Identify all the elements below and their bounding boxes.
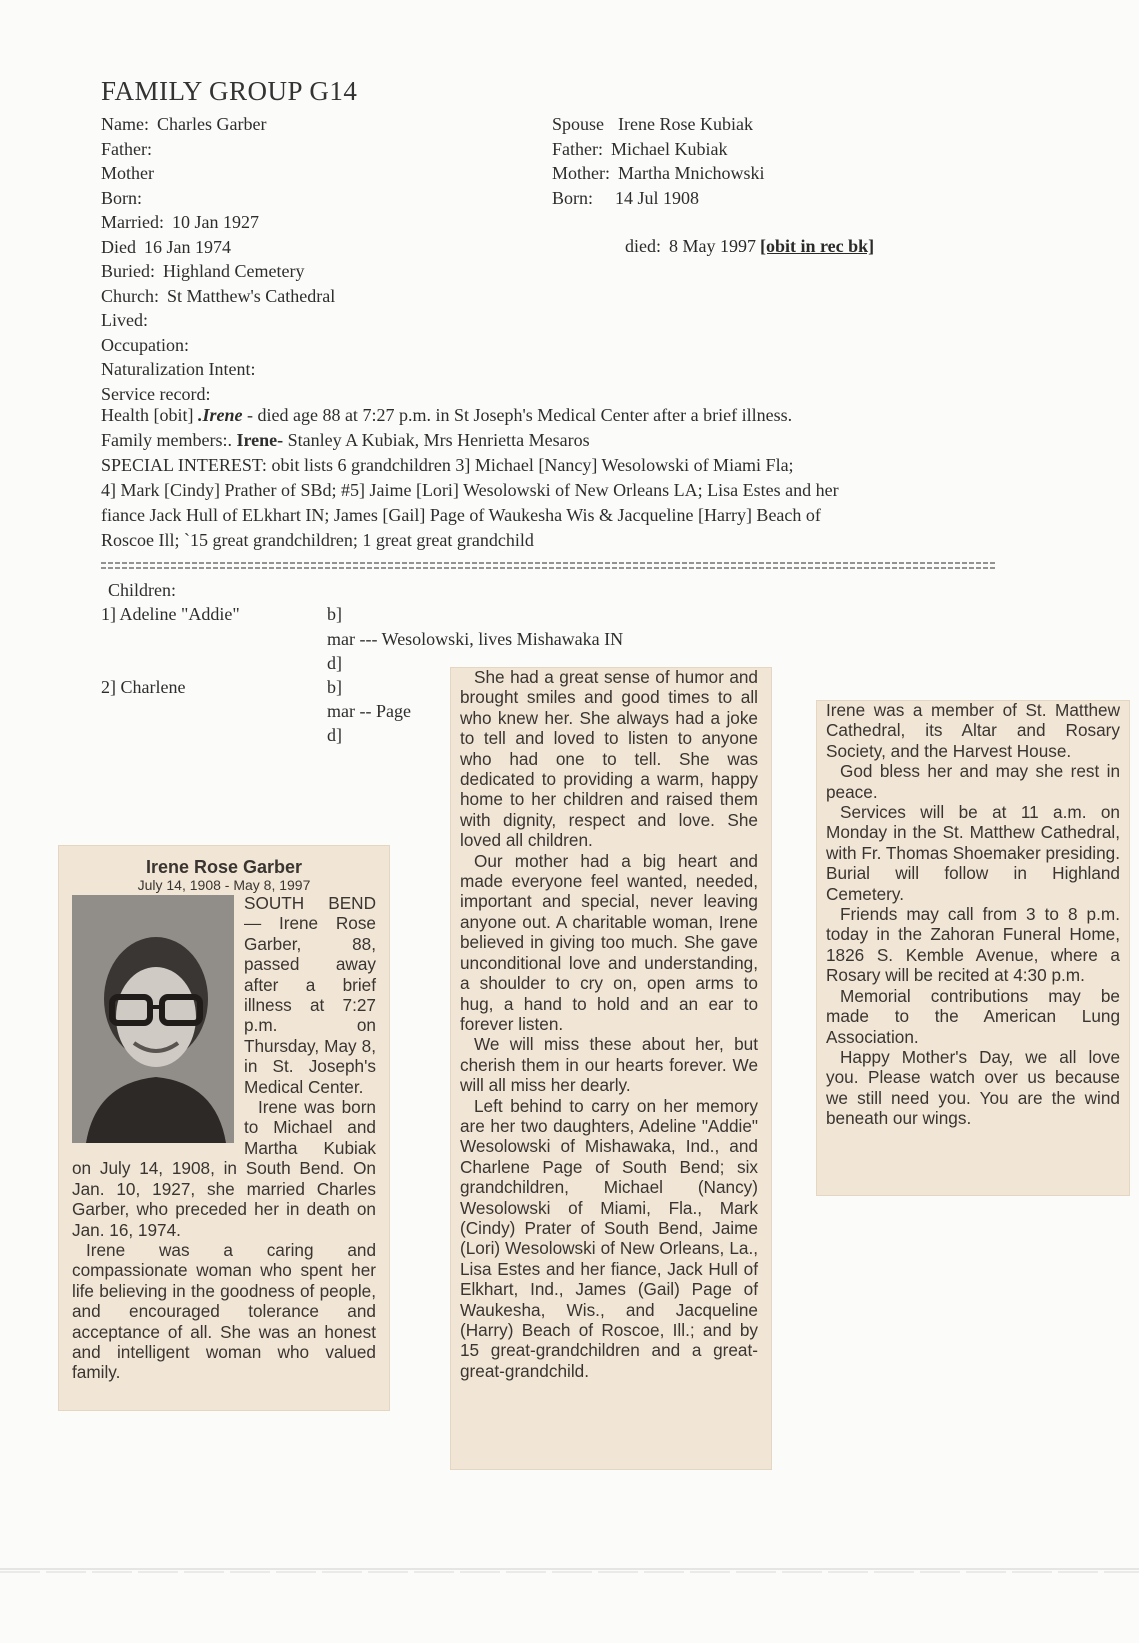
obituary-clipping-3 <box>816 700 1130 1196</box>
obituary-paragraph-9: God bless her and may she rest in peace. <box>826 761 1120 802</box>
obituary-paragraph-7: Left behind to carry on her memory are her two daughters, Adeline "Addie" Wesolowski of Mishawaka, Ind., and Charlene Page of South Bend; six grandchildren, Michael (Nancy) Wesolowski of Miami, Fla., Mark (Cindy) Prater of South Bend, Jaime (Lori) Wesolowski of New Orleans, La., Lisa Estes and her fiance, Jack Hull of Elkhart, Ind., James (Gail) Page of Waukesha, Wis., and Jacqueline (Harry) Beach of Roscoe, Ill.; and by 15 great-grandchildren and a great-great-grandchild. <box>460 1095 758 1381</box>
special-interest-line-2: 4] Mark [Cindy] Prather of SBd; #5] Jaime [Lori] Wesolowski of New Orleans LA; Lisa Estes and her <box>101 480 839 500</box>
obituary-paragraph-6: We will miss these about her, but cherish them in our hearts forever. We will all miss her dearly. <box>460 1034 758 1096</box>
naturalization-label: Naturalization Intent: <box>101 359 256 379</box>
father-label: Father: <box>101 138 152 159</box>
spouse-died-row <box>625 236 874 257</box>
buried-label: Buried: <box>101 261 155 281</box>
special-interest-line-4: Roscoe Ill; `15 great grandchildren; 1 great great grandchild <box>101 530 534 550</box>
spouse-mother: Martha Mnichowski <box>618 163 765 183</box>
mother-row <box>101 161 335 186</box>
child-2-born: b] <box>327 677 342 697</box>
born-row <box>101 186 335 211</box>
spouse-father-label: Father: <box>552 138 603 159</box>
lived-label: Lived: <box>101 310 148 330</box>
occupation-row <box>101 333 335 358</box>
obit-reference: [obit in rec bk] <box>760 236 875 256</box>
child-1-married: mar --- Wesolowski, lives Mishawaka IN <box>327 629 624 649</box>
spouse-mother-row <box>552 161 764 186</box>
spouse-died: 8 May 1997 <box>669 236 756 256</box>
lived-row <box>101 308 335 333</box>
obituary-paragraph-11: Friends may call from 3 to 8 p.m. today in the Zahoran Funeral Home, 1826 S. Kemble Avenue, where a Rosary will be recited at 4:30 p.m. <box>826 904 1120 986</box>
portrait-photo <box>72 895 234 1143</box>
obituary-paragraph-13: Happy Mother's Day, we all love you. Please watch over us because we still need you. You are the wind beneath our wings. <box>826 1046 1120 1129</box>
spouse-details <box>552 112 764 210</box>
child-2-name: 2] Charlene <box>101 677 186 697</box>
spouse-father: Michael Kubiak <box>611 138 728 159</box>
born-label: Born: <box>101 187 143 208</box>
family-members-line <box>101 430 590 451</box>
child-1-name: 1] Adeline "Addie" <box>101 604 240 624</box>
name-row <box>101 112 335 137</box>
family-members-name: Irene- <box>236 430 284 450</box>
spouse-born: 14 Jul 1908 <box>615 187 700 208</box>
occupation-label: Occupation: <box>101 334 189 355</box>
obituary-paragraph-3: Irene was a caring and compassionate woman who spent her life believing in the goodness of people, and encouraged tolerance and acceptance of all. She was an honest and intelligent woman who valued family. <box>72 1239 376 1383</box>
obituary-paragraph-12: Memorial contributions may be made to the American Lung Association. <box>826 985 1120 1047</box>
health-line <box>101 405 792 426</box>
buried-place: Highland Cemetery <box>163 261 305 281</box>
married-row <box>101 210 335 235</box>
special-interest-line-1: SPECIAL INTEREST: obit lists 6 grandchildren 3] Michael [Nancy] Wesolowski of Miami Fla; <box>101 455 794 475</box>
obituary-clipping-1 <box>58 845 390 1411</box>
child-2-died: d] <box>327 725 342 745</box>
obituary-clipping-2 <box>450 667 772 1470</box>
obituary-paragraph-1: SOUTH BEND — Irene Rose Garber, 88, passed away after a brief illness at 7:27 p.m. on Thursday, May 8, in St. Joseph's Medical Center. <box>244 893 376 1097</box>
obituary-paragraph-4: She had a great sense of humor and brought smiles and good times to all who knew her. She always had a joke to tell and loved to listen to anyone who had one to tell. She was dedicated to providing a warm, happy home to her children and raised them with dignity, respect and love. She loved all children. <box>460 667 758 851</box>
page-title: FAMILY GROUP G14 <box>101 76 358 106</box>
child-2-married: mar -- Page <box>327 701 411 721</box>
church-label: Church: <box>101 285 159 306</box>
scan-edge-line <box>0 1567 1139 1575</box>
obituary-paragraph-5: Our mother had a big heart and made everyone feel wanted, needed, important and special, never leaving anyone out. A charitable woman, Irene believed in giving too much. She gave unconditional love and understanding, a shoulder to cry on, open arms to hug, a hand to hold and an ear to forever listen. <box>460 850 758 1034</box>
married-date: 10 Jan 1927 <box>171 212 259 232</box>
naturalization-row <box>101 357 335 382</box>
husband-details <box>101 112 335 406</box>
church-row <box>101 284 335 309</box>
service-label: Service record: <box>101 383 211 404</box>
obituary-paragraph-2: Irene was born to Michael and Martha Kubiak on July 14, 1908, in South Bend. On Jan. 10, 1927, she married Charles Garber, who preceded her in death on Jan. 16, 1974. <box>72 1097 376 1240</box>
children-header: Children: <box>108 580 176 600</box>
married-label: Married: <box>101 212 164 232</box>
special-interest-line-3: fiance Jack Hull of ELkhart IN; James [Gail] Page of Waukesha Wis & Jacqueline [Harry] Beach of <box>101 505 821 525</box>
father-row <box>101 137 335 162</box>
name-label: Name: <box>101 114 149 134</box>
spouse-died-label: died: <box>625 236 661 256</box>
child-1-born: b] <box>327 604 342 624</box>
family-members-text: Stanley A Kubiak, Mrs Henrietta Mesaros <box>287 430 590 450</box>
spouse-born-row <box>552 186 764 211</box>
mother-label: Mother <box>101 163 154 183</box>
church-name: St Matthew's Cathedral <box>167 285 336 306</box>
buried-row <box>101 259 335 284</box>
child-1-died: d] <box>327 653 342 673</box>
family-members-prefix: Family members:. <box>101 430 232 450</box>
died-date: 16 Jan 1974 <box>144 236 231 257</box>
spouse-mother-label: Mother: <box>552 163 610 183</box>
health-text: - died age 88 at 7:27 p.m. in St Joseph's Medical Center after a brief illness. <box>246 405 793 425</box>
spouse-name: Irene Rose Kubiak <box>618 114 753 134</box>
obituary-paragraph-8: Irene was a member of St. Matthew Cathedral, its Altar and Rosary Society, and the Harvest House. <box>826 700 1120 761</box>
spouse-born-label: Born: <box>552 187 594 208</box>
spouse-father-row <box>552 137 764 162</box>
spouse-label: Spouse <box>552 114 605 134</box>
obituary-dates: July 14, 1908 - May 8, 1997 <box>137 877 311 893</box>
died-label: Died <box>101 236 136 257</box>
service-row <box>101 382 335 407</box>
health-prefix: Health [obit] <box>101 405 194 425</box>
spouse-row <box>552 112 764 137</box>
died-row <box>101 235 335 260</box>
obituary-name: Irene Rose Garber <box>145 857 303 877</box>
health-name: .Irene <box>197 405 243 425</box>
husband-name: Charles Garber <box>156 114 267 134</box>
section-divider <box>101 561 997 571</box>
obituary-paragraph-10: Services will be at 11 a.m. on Monday in the St. Matthew Cathedral, with Fr. Thomas Shoemaker presiding. Burial will follow in Highland Cemetery. <box>826 802 1120 904</box>
